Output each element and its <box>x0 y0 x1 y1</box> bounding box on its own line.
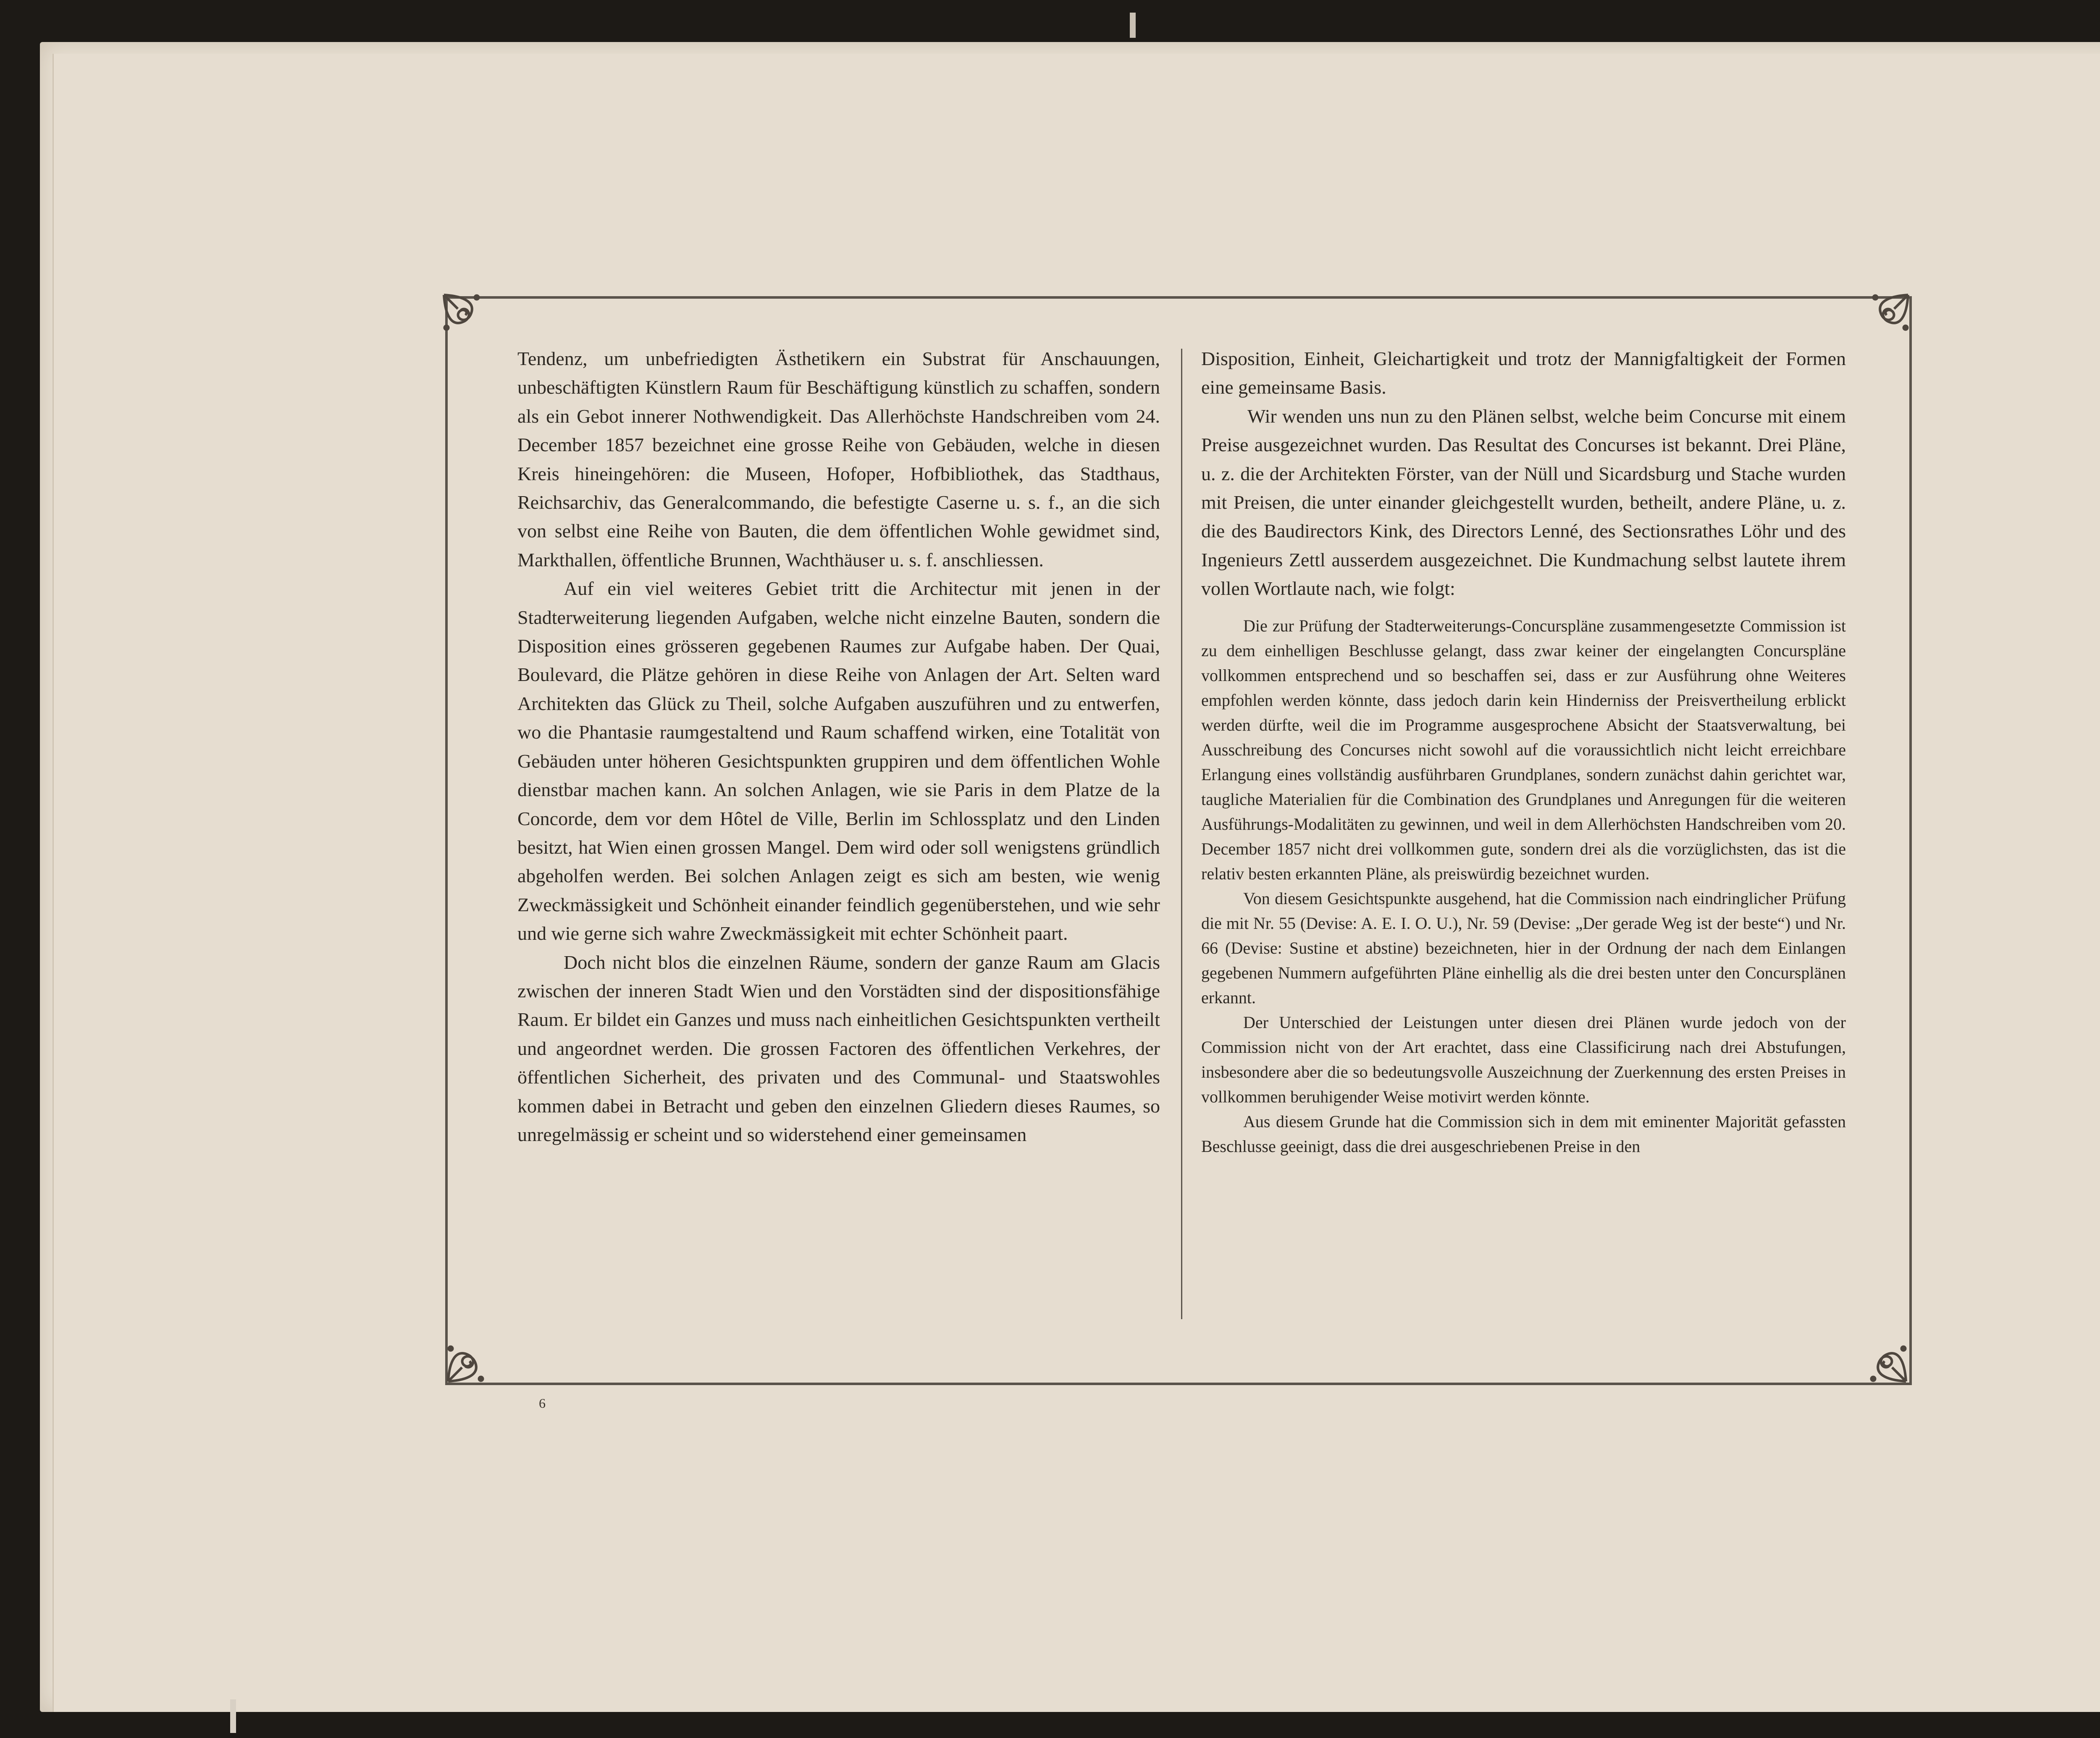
quote-paragraph: Von diesem Gesichtspunkte ausgehend, hat die Commission nach eindringlicher Prüfung die mit Nr. 55 (Devise: A. E. I. O. U.), Nr. 59 (Devise: „Der gerade Weg ist der beste“) und Nr. 66 (Devise: Sustine et abstine) bezeichneten, hier in der Ordnung der nach dem Einlangen gegebenen Nummern aufgeführten Pläne einhellig als die drei besten unter den Concursplänen erkannt. <box>1201 889 1846 1007</box>
flourish-ornament-icon <box>1850 290 1913 353</box>
flourish-ornament-icon <box>1848 1323 1911 1386</box>
binding-tab <box>230 1699 236 1733</box>
binding-mark <box>1130 13 1136 38</box>
quote-paragraph: Die zur Prüfung der Stadterweiterungs-Concurspläne zusammengesetzte Commission ist zu dem einhelligen Beschlusse gelangt, dass zwar keiner der eingelangten Concurspläne vollkommen entsprechend und so beschaffen sei, dass er zur Ausführung ohne Weiteres empfohlen werden könnte, dass jedoch darin kein Hinderniss der Preisvertheilung erblickt werden dürfte, weil die im Programme ausgesprochene Absicht der Staatsverwaltung, bei Ausschreibung des Concurses nicht sowohl auf die voraussichtlich nicht leicht erreichbare Erlangung eines vollständig ausführbaren Grundplanes, sondern zunächst dahin gerichtet war, taugliche Materialien für die Combination des Grundplanes und Anregungen für die weiteren Ausführungs-Modalitäten zu gewinnen, und weil in dem Allerhöchsten Handschreiben vom 20. December 1857 nicht drei vollkommen gute, sondern drei als die vorzüglichsten, das ist die relativ besten erkannten Pläne, als preiswürdig bezeichnet wurden. <box>1201 616 1846 883</box>
right-text-column <box>1201 344 1846 1159</box>
paragraph: Tendenz, um unbefriedigten Ästhetikern ein Substrat für Anschauungen, unbeschäftigten Künstlern Raum für Beschäftigung künstlich zu schaffen, sondern als ein Gebot innerer Nothwendigkeit. Das Allerhöchste Handschreiben vom 24. December 1857 bezeichnet eine grosse Reihe von Gebäuden, welche in diesen Kreis hineingehören: die Museen, Hofoper, Hofbibliothek, das Stadthaus, Reichsarchiv, das Generalcommando, die befestigte Caserne u. s. f., an die sich von selbst eine Reihe von Bauten, die dem öffentlichen Wohle gewidmet sind, Markthallen, öffentliche Brunnen, Wachthäuser u. s. f. anschliessen. <box>517 348 1160 571</box>
paragraph: Auf ein viel weiteres Gebiet tritt die Architectur mit jenen in der Stadterweiterung liegenden Aufgaben, welche nicht einzelne Bauten, sondern die Disposition eines grösseren gegebenen Raumes zur Aufgabe haben. Der Quai, Boulevard, die Plätze gehören in diese Reihe von Anlagen der Art. Selten ward Architekten das Glück zu Theil, solche Aufgaben auszuführen und zu entwerfen, wo die Phantasie raumgestaltend und Raum schaffend wirken, eine Totalität von Gebäuden unter höheren Gesichtspunkten gruppiren und dem öffentlichen Wohle dienstbar machen kann. An solchen Anlagen, wie sie Paris in dem Platze de la Concorde, dem vor dem Hôtel de Ville, Berlin im Schlossplatz und den Linden besitzt, hat Wien einen grossen Mangel. Dem wird oder soll wenigstens gründlich abgeholfen werden. Bei solchen Anlagen zeigt es sich am besten, wie wenig Zweckmässigkeit und Schönheit einander feindlich gegenüberstehen, und wie sehr und wie gerne sich wahre Zweckmässigkeit mit echter Schönheit paart. <box>517 578 1160 944</box>
quote-paragraph: Der Unterschied der Leistungen unter diesen drei Plänen wurde jedoch von der Commission nicht von der Art erachtet, dass eine Classificirung nach drei Abstufungen, insbesondere aber die so bedeutungsvolle Auszeichnung der Zuerkennung des ersten Preises in vollkommen beruhigender Weise motivirt werden könnte. <box>1201 1012 1846 1106</box>
announcement-quote <box>1201 613 1846 1159</box>
page-number: 6 <box>539 1396 546 1411</box>
left-text-column <box>517 344 1160 1149</box>
column-divider <box>1181 349 1182 1319</box>
flourish-ornament-icon <box>443 1323 506 1386</box>
paragraph: Wir wenden uns nun zu den Plänen selbst, welche beim Concurse mit einem Preise ausgezeichnet wurden. Das Resultat des Concurses ist bekannt. Drei Pläne, u. z. die der Architekten Förster, van der Nüll und Sicardsburg und Stache wurden mit Preisen, die unter einander gleichgestellt wurden, betheilt, andere Pläne, u. z. die des Baudirectors Kink, des Directors Lenné, des Sectionsrathes Löhr und des Ingenieurs Zettl ausserdem ausgezeichnet. Die Kundmachung selbst lautete ihrem vollen Wortlaute nach, wie folgt: <box>1201 405 1846 599</box>
flourish-ornament-icon <box>439 290 502 353</box>
quote-paragraph: Aus diesem Grunde hat die Commission sich in dem mit eminenter Majorität gefassten Beschlusse geeinigt, dass die drei ausgeschriebenen Preise in den <box>1201 1112 1846 1156</box>
paragraph: Doch nicht blos die einzelnen Räume, sondern der ganze Raum am Glacis zwischen der inneren Stadt Wien und den Vorstädten sind der dispositionsfähige Raum. Er bildet ein Ganzes und muss nach einheitlichen Gesichtspunkten vertheilt und angeordnet werden. Die grossen Factoren des öffentlichen Verkehres, der öffentlichen Sicherheit, des privaten und des Communal- und Staatswohles kommen dabei in Betracht und geben den einzelnen Gliedern dieses Raumes, so unregelmässig er scheint und so widerstehend einer gemeinsamen <box>517 951 1160 1145</box>
paragraph: Disposition, Einheit, Gleichartigkeit und trotz der Mannigfaltigkeit der Formen eine gemeinsame Basis. <box>1201 348 1846 398</box>
